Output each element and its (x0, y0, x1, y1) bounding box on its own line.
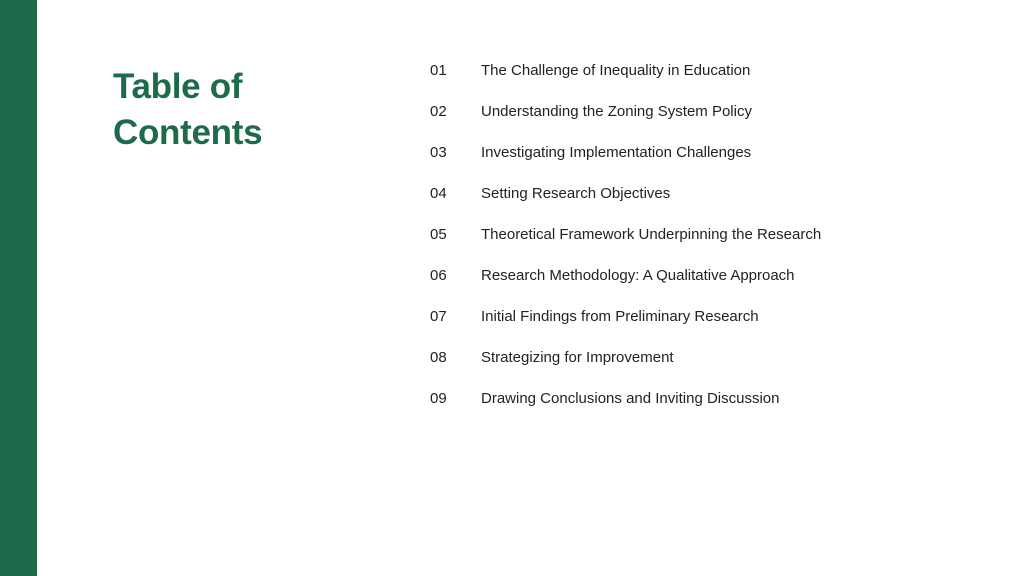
toc-item-number: 04 (430, 185, 447, 202)
toc-item-02 (430, 91, 821, 132)
toc-item-number: 09 (430, 390, 447, 407)
toc-item-number: 08 (430, 349, 447, 366)
toc-item-09 (430, 378, 821, 419)
toc-item-label: Setting Research Objectives (481, 185, 671, 202)
toc-item-label: The Challenge of Inequality in Education (481, 62, 751, 79)
toc-item-label: Initial Findings from Preliminary Research (481, 308, 759, 325)
table-of-contents-list (430, 50, 821, 419)
toc-item-06 (430, 255, 821, 296)
toc-item-label: Investigating Implementation Challenges (481, 144, 752, 161)
accent-side-bar (0, 0, 37, 576)
toc-item-label: Research Methodology: A Qualitative Approach (481, 267, 795, 284)
toc-item-label: Theoretical Framework Underpinning the Research (481, 226, 822, 243)
title-line-2: Contents (113, 113, 263, 152)
toc-item-01 (430, 50, 821, 91)
toc-item-number: 01 (430, 62, 447, 79)
toc-item-label: Strategizing for Improvement (481, 349, 674, 366)
page-title (113, 64, 333, 156)
toc-item-04 (430, 173, 821, 214)
title-line-1: Table of (113, 67, 243, 106)
toc-item-label: Understanding the Zoning System Policy (481, 103, 752, 120)
toc-item-number: 06 (430, 267, 447, 284)
toc-item-label: Drawing Conclusions and Inviting Discussion (481, 390, 780, 407)
toc-item-03 (430, 132, 821, 173)
toc-item-05 (430, 214, 821, 255)
toc-item-number: 03 (430, 144, 447, 161)
toc-item-number: 02 (430, 103, 447, 120)
toc-item-07 (430, 296, 821, 337)
toc-item-08 (430, 337, 821, 378)
toc-item-number: 05 (430, 226, 447, 243)
toc-item-number: 07 (430, 308, 447, 325)
